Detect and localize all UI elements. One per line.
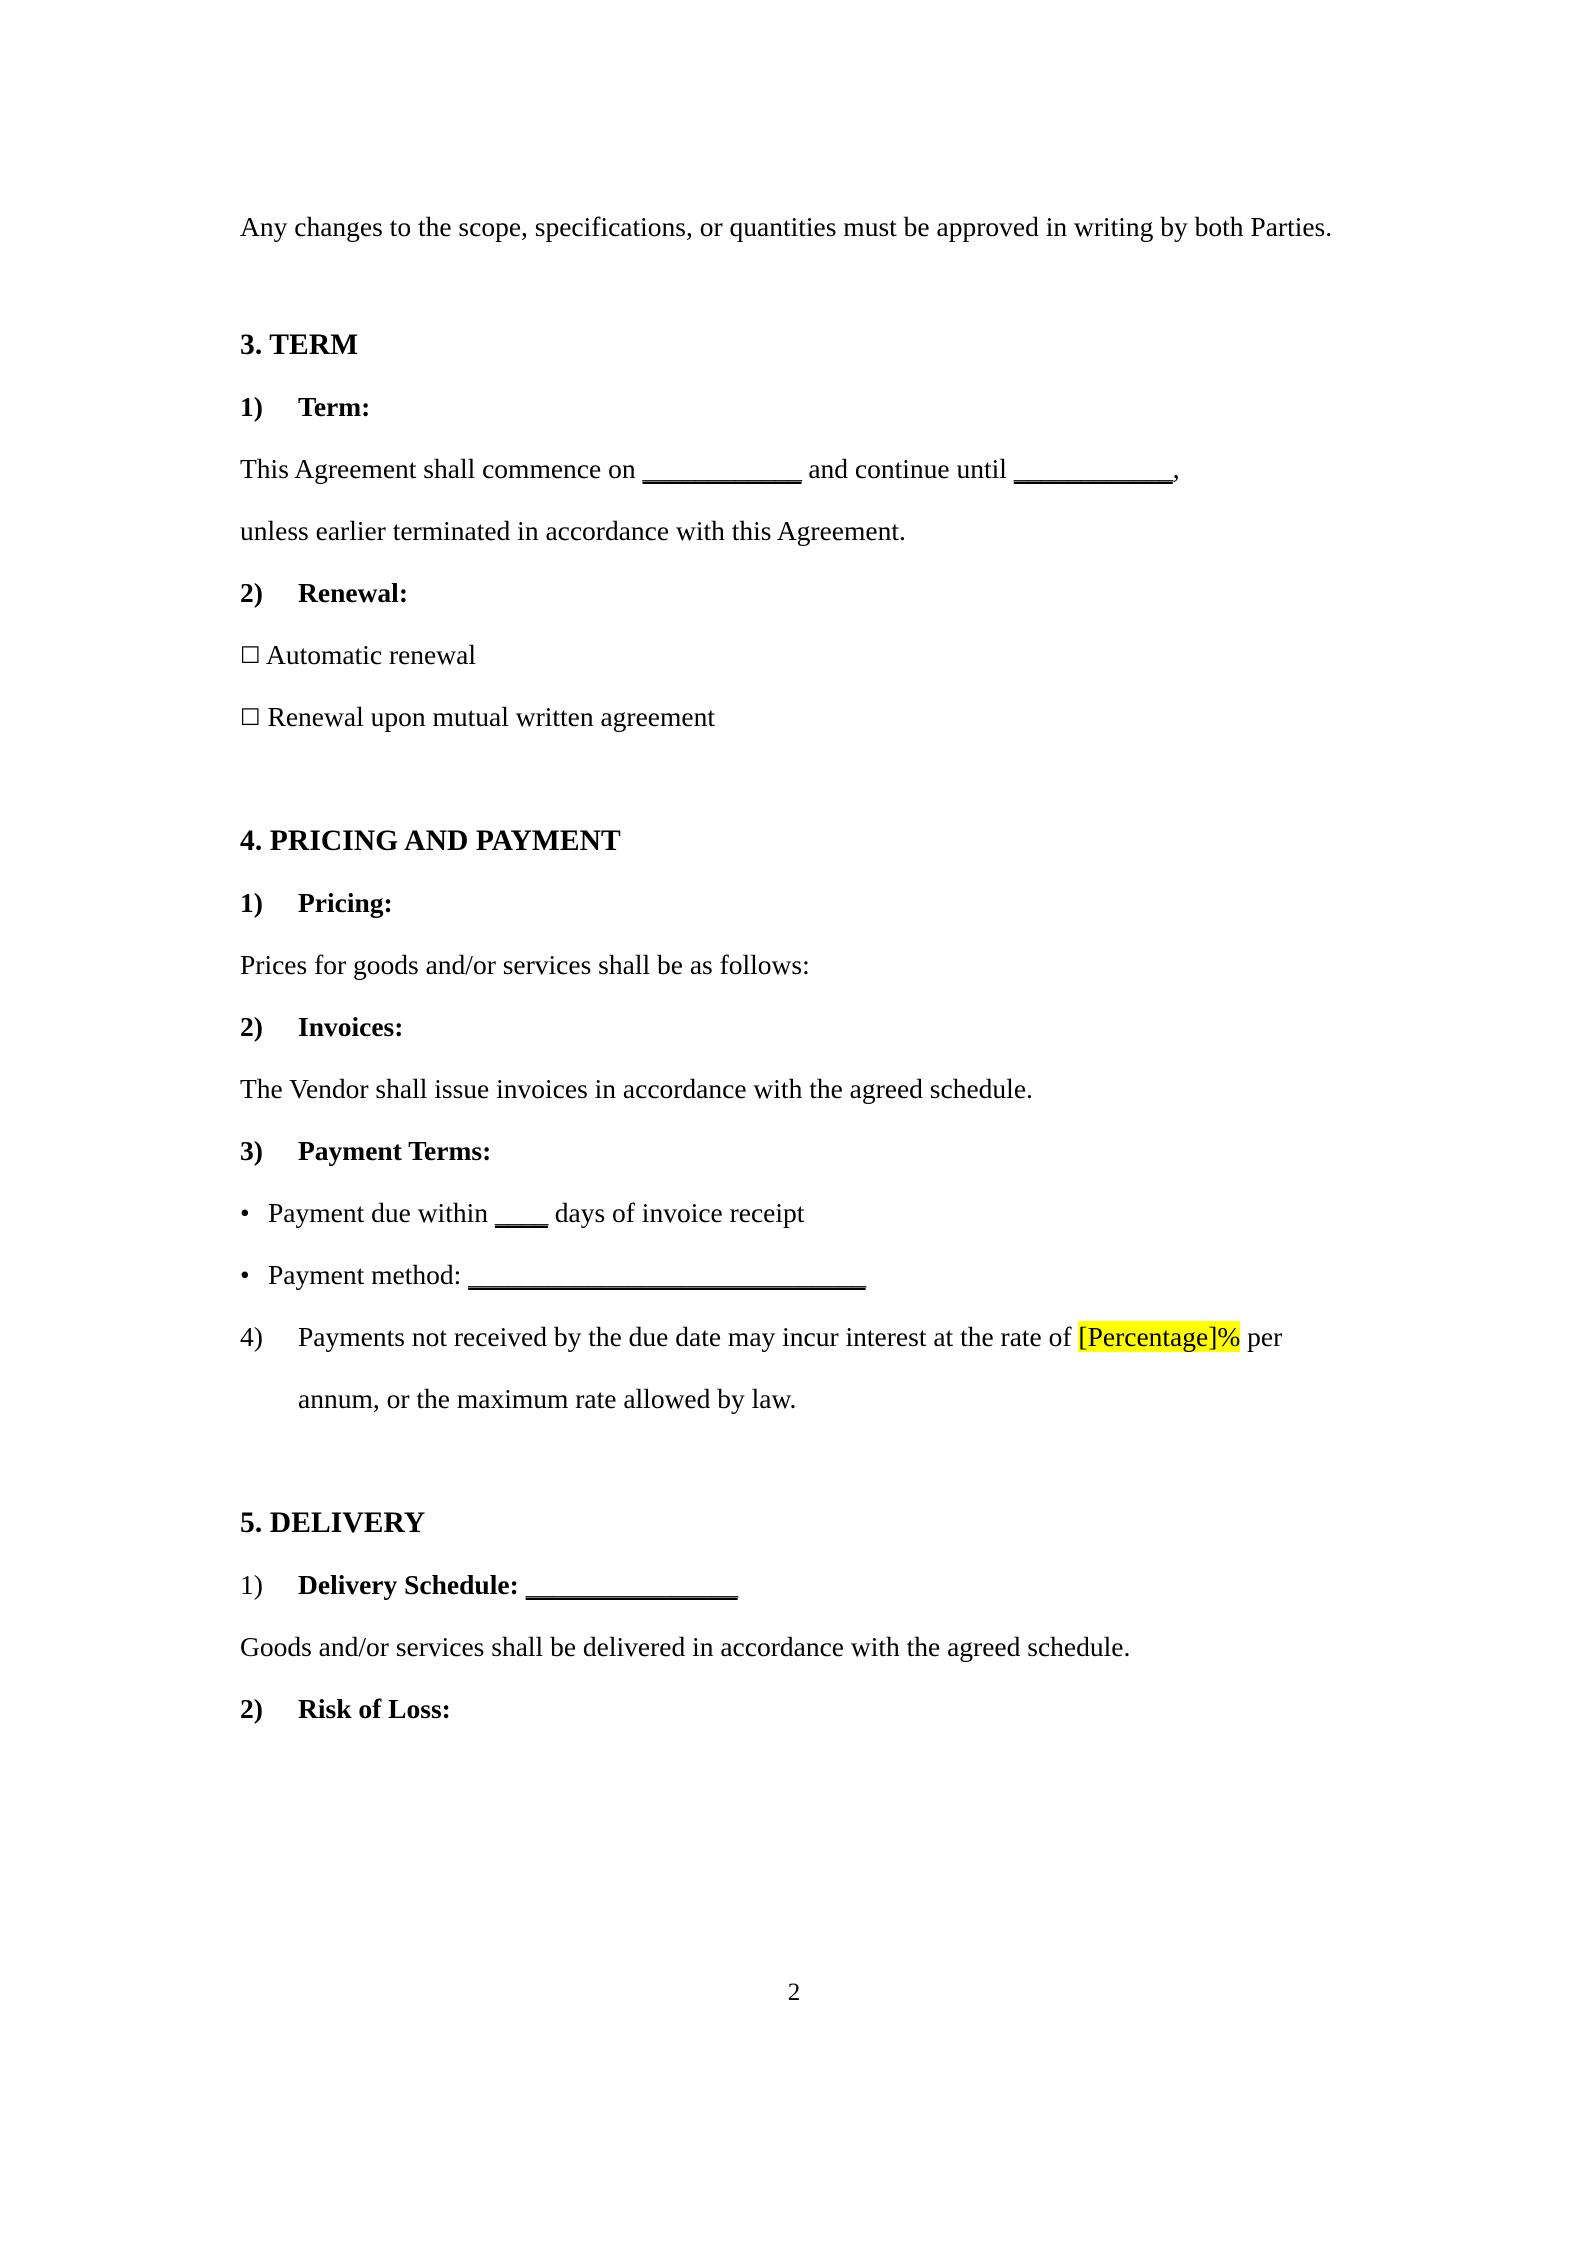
payment-terms-bullet-method bbox=[240, 1244, 1350, 1306]
pricing-item-1-number: 1) bbox=[240, 887, 263, 918]
checkbox-icon[interactable]: ☐ bbox=[240, 705, 261, 731]
pricing-item-1-label: Pricing: bbox=[298, 887, 393, 918]
term-text-after-blank2: , bbox=[1172, 453, 1180, 484]
term-end-date-blank[interactable]: ____________ bbox=[1013, 453, 1173, 484]
payment-method-blank[interactable]: ______________________________ bbox=[468, 1259, 866, 1290]
delivery-item-2-number: 2) bbox=[240, 1693, 263, 1724]
interest-percentage-placeholder[interactable]: [Percentage]% bbox=[1078, 1321, 1241, 1352]
payment-method-label: Payment method: bbox=[268, 1259, 462, 1290]
pricing-item-3-number: 3) bbox=[240, 1135, 263, 1166]
pricing-item-2-label: Invoices: bbox=[298, 1011, 404, 1042]
pricing-item-3-label: Payment Terms: bbox=[298, 1135, 492, 1166]
delivery-item-1-number: 1) bbox=[240, 1569, 263, 1600]
pricing-item-2 bbox=[240, 996, 1350, 1058]
bullet-icon: • bbox=[240, 1259, 250, 1290]
payment-terms-bullet-due-within bbox=[240, 1182, 1350, 1244]
term-termination-line: unless earlier terminated in accordance with this Agreement. bbox=[240, 515, 906, 546]
pricing-item-4 bbox=[240, 1306, 1350, 1430]
pricing-body: Prices for goods and/or services shall be as follows: bbox=[240, 949, 810, 980]
spacer bbox=[240, 258, 1350, 314]
term-text-before-blank1: This Agreement shall commence on bbox=[240, 453, 636, 484]
invoices-body: The Vendor shall issue invoices in accordance with the agreed schedule. bbox=[240, 1073, 1033, 1104]
renewal-option-automatic-label: Automatic renewal bbox=[265, 639, 476, 670]
delivery-item-1 bbox=[240, 1554, 1350, 1616]
renewal-option-mutual-written-label: Renewal upon mutual written agreement bbox=[267, 701, 715, 732]
term-item-2-label: Renewal: bbox=[298, 577, 408, 608]
term-commencement-paragraph bbox=[240, 438, 1350, 500]
payment-due-days-blank[interactable]: ____ bbox=[494, 1197, 548, 1228]
pricing-item-3 bbox=[240, 1120, 1350, 1182]
section-heading-delivery: 5. DELIVERY bbox=[240, 1507, 426, 1539]
checkbox-icon[interactable]: ☐ bbox=[240, 643, 261, 669]
delivery-item-2-label: Risk of Loss: bbox=[298, 1693, 451, 1724]
term-text-between-blanks: and continue until bbox=[808, 453, 1007, 484]
delivery-body: Goods and/or services shall be delivered in accordance with the agreed schedule. bbox=[240, 1631, 1131, 1662]
interest-text-line-1: Payments not received by the due date may incur interest at the rate of bbox=[298, 1321, 1072, 1352]
delivery-item-2 bbox=[240, 1678, 1350, 1740]
delivery-schedule-blank[interactable]: ________________ bbox=[525, 1569, 738, 1600]
section-heading-pricing-and-payment: 4. PRICING AND PAYMENT bbox=[240, 825, 621, 857]
term-item-1-label: Term: bbox=[298, 391, 371, 422]
pricing-item-4-number: 4) bbox=[240, 1321, 263, 1352]
term-item-1-number: 1) bbox=[240, 391, 263, 422]
term-item-2 bbox=[240, 562, 1350, 624]
delivery-item-1-label: Delivery Schedule: bbox=[298, 1569, 519, 1600]
page-number-footer: 2 bbox=[787, 1979, 801, 2006]
term-item-1 bbox=[240, 376, 1350, 438]
interest-text-line-2: per annum, or the maximum rate allowed by law. bbox=[298, 1321, 1283, 1414]
page-content bbox=[240, 196, 1350, 1740]
term-commencement-date-blank[interactable]: ____________ bbox=[642, 453, 802, 484]
renewal-option-automatic[interactable] bbox=[240, 624, 1350, 686]
bullet-icon: • bbox=[240, 1197, 250, 1228]
term-item-2-number: 2) bbox=[240, 577, 263, 608]
renewal-option-mutual-written[interactable] bbox=[240, 686, 1350, 748]
spacer bbox=[240, 1430, 1350, 1492]
pricing-item-2-number: 2) bbox=[240, 1011, 263, 1042]
pricing-item-1 bbox=[240, 872, 1350, 934]
spacer bbox=[240, 748, 1350, 810]
intro-paragraph: Any changes to the scope, specifications, or quantities must be approved in writing by both Parties. bbox=[240, 211, 1333, 242]
section-heading-term: 3. TERM bbox=[240, 329, 359, 361]
payment-due-text-before-blank: Payment due within bbox=[268, 1197, 488, 1228]
payment-due-text-after-blank: days of invoice receipt bbox=[554, 1197, 805, 1228]
